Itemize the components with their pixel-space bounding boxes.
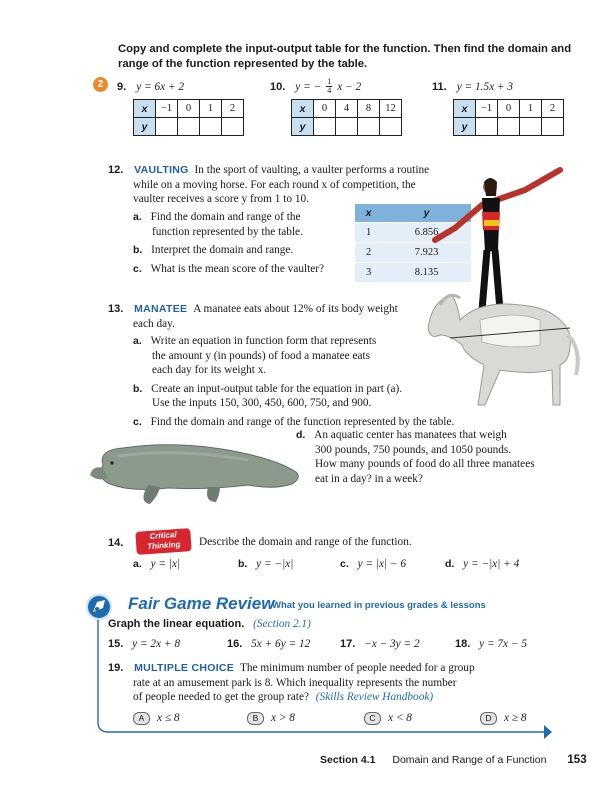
exercise-14-part-b <box>238 557 293 572</box>
exercise-18 <box>455 637 527 652</box>
text-line: each day for its weight x. <box>152 364 267 377</box>
part-letter: c. <box>133 262 142 275</box>
exercise-number: 12. <box>108 164 124 176</box>
page-number: 153 <box>567 754 587 766</box>
x-header: x <box>454 100 476 118</box>
badge-line: Thinking <box>146 539 181 552</box>
input-cell: 1 <box>200 100 222 118</box>
text-line: In the sport of vaulting, a vaulter performs a routine <box>194 164 430 176</box>
x-header: x <box>134 100 156 118</box>
table-cell: 3 <box>355 263 382 283</box>
exercise-number: 10. <box>270 81 286 93</box>
exercise-title: MANATEE <box>134 303 188 315</box>
output-cell[interactable] <box>380 118 402 136</box>
text-line: Find the domain and range of the function represented by the table. <box>150 415 455 428</box>
output-cell[interactable] <box>498 118 520 136</box>
text-line: Interpret the domain and range. <box>151 244 294 257</box>
input-cell: −1 <box>156 100 178 118</box>
equation: y = |x| − 6 <box>357 558 407 570</box>
text-line: the amount y (in pounds) of food a manatee eats <box>152 349 371 362</box>
io-table-10 <box>291 99 402 136</box>
text-line: vaulter receives a score y from 1 to 10. <box>133 193 309 206</box>
y-header: y <box>134 118 156 136</box>
exercise-12-parts <box>133 210 363 276</box>
text-line: rate at an amusement park is 8. Which inequality represents the number <box>133 676 457 689</box>
choice-text: x < 8 <box>388 712 412 724</box>
text-line: Create an input-output table for the equation in part (a). <box>151 382 403 395</box>
exercise-number: 17. <box>340 638 356 650</box>
exercise-14-part-d <box>445 557 519 572</box>
x-header: x <box>292 100 314 118</box>
exercise-number: 18. <box>455 638 471 650</box>
io-table-9 <box>133 99 244 136</box>
output-cell[interactable] <box>178 118 200 136</box>
part-letter: b. <box>238 558 248 570</box>
exercise-17 <box>340 637 420 652</box>
choice-text: x > 8 <box>271 712 295 724</box>
part-letter: b. <box>133 382 143 395</box>
text-line: each day. <box>133 317 175 330</box>
input-cell: 2 <box>542 100 564 118</box>
review-subtitle: What you learned in previous grades & lessons <box>272 600 486 611</box>
text-line: of people needed to get the group rate? <box>133 691 309 704</box>
text-line: function represented by the table. <box>152 225 303 238</box>
input-cell: 12 <box>380 100 402 118</box>
badge-line: Critical <box>149 530 177 541</box>
exercise-number: 11. <box>432 81 447 93</box>
io-table-11 <box>453 99 564 136</box>
part-letter: c. <box>133 415 142 428</box>
prompt-text: Graph the linear equation. <box>108 618 245 630</box>
exercise-title: VAULTING <box>134 164 189 176</box>
y-header: y <box>292 118 314 136</box>
output-cell[interactable] <box>358 118 380 136</box>
choice-b[interactable] <box>247 711 337 725</box>
exercise-14-part-a <box>133 557 180 572</box>
help-badge-icon: 2 <box>93 77 108 92</box>
exercise-9 <box>117 77 184 95</box>
equation: −x − 3y = 2 <box>364 638 420 650</box>
output-cell[interactable] <box>542 118 564 136</box>
exercise-number: 9. <box>117 81 127 93</box>
page-footer <box>320 754 587 766</box>
choice-text: x ≥ 8 <box>504 712 527 724</box>
exercise-14-part-c <box>340 557 406 572</box>
text-line: Find the domain and range of the <box>150 211 301 223</box>
text-line: How many pounds of food do all three manatees <box>315 458 535 471</box>
text-line: A manatee eats about 12% of its body weight <box>193 303 398 315</box>
exercise-15 <box>108 637 180 652</box>
choice-a[interactable] <box>133 711 223 725</box>
output-cell[interactable] <box>520 118 542 136</box>
graph-prompt <box>108 617 311 632</box>
text-line: eat in a day? in a week? <box>315 472 423 485</box>
exercise-number: 15. <box>108 638 124 650</box>
equation-suffix: x − 2 <box>337 81 362 93</box>
footer-title: Domain and Range of a Function <box>392 754 547 766</box>
choice-c[interactable] <box>364 711 454 725</box>
text-line: Use the inputs 150, 300, 450, 600, 750, and 900. <box>152 397 372 410</box>
exercise-13 <box>108 302 508 331</box>
instructions: Copy and complete the input-output table for the function. Then find the domain and range of the function represented by the table. <box>118 43 572 70</box>
equation: y = 6x + 2 <box>136 81 185 93</box>
output-cell[interactable] <box>336 118 358 136</box>
choice-text: x ≤ 8 <box>157 712 180 724</box>
equation: y = −|x| + 4 <box>463 558 520 570</box>
fraction-numerator: 1 <box>327 76 332 86</box>
exercise-16 <box>227 637 310 652</box>
exercise-13-parts <box>133 334 523 430</box>
part-letter: c. <box>340 558 349 570</box>
text-line: What is the mean score of the vaulter? <box>150 262 325 275</box>
choice-d[interactable] <box>480 711 570 725</box>
table-cell: 7.923 <box>382 243 471 263</box>
input-cell: 1 <box>520 100 542 118</box>
exercise-title: MULTIPLE CHOICE <box>134 662 235 674</box>
input-cell: 8 <box>358 100 380 118</box>
y-header: y <box>454 118 476 136</box>
part-letter: b. <box>133 244 143 257</box>
table-cell: 8.135 <box>382 263 471 283</box>
exercise-11 <box>432 77 513 95</box>
equation-prefix: y = − <box>295 81 322 93</box>
equation: 5x + 6y = 12 <box>251 638 311 650</box>
section-reference: (Skills Review Handbook) <box>315 691 434 704</box>
critical-thinking-badge <box>135 528 191 555</box>
choice-letter: D <box>480 712 497 725</box>
text-line: Write an equation in function form that represents <box>150 335 377 347</box>
exercise-19 <box>108 661 528 705</box>
input-cell: 0 <box>498 100 520 118</box>
section-reference: (Section 2.1) <box>253 618 311 630</box>
output-cell[interactable] <box>222 118 244 136</box>
footer-section: Section 4.1 <box>320 754 376 766</box>
x-header: x <box>355 204 382 223</box>
exercise-14-prompt: Describe the domain and range of the function. <box>199 536 412 548</box>
output-cell[interactable] <box>200 118 222 136</box>
part-letter: a. <box>133 211 142 223</box>
exercise-number: 13. <box>108 303 124 315</box>
exercise-number: 19. <box>108 662 124 674</box>
review-title: Fair Game Review <box>128 594 275 613</box>
fraction-denominator: 4 <box>327 85 332 95</box>
part-letter: a. <box>133 558 142 570</box>
text-line: The minimum number of people needed for a group <box>239 662 475 674</box>
manatee-image <box>78 429 306 510</box>
exercise-10 <box>270 77 361 95</box>
equation: y = −|x| <box>256 558 294 570</box>
exercise-number: 16. <box>227 638 243 650</box>
output-cell[interactable] <box>156 118 178 136</box>
part-letter: d. <box>445 558 455 570</box>
output-cell[interactable] <box>476 118 498 136</box>
choice-letter: C <box>364 712 381 725</box>
part-letter: d. <box>296 429 306 441</box>
text-line: while on a moving horse. For each round x of competition, the <box>133 178 416 191</box>
exercise-number: 14. <box>108 537 124 549</box>
text-line: An aquatic center has manatees that weigh <box>314 429 507 441</box>
input-cell: −1 <box>476 100 498 118</box>
exercise-13-part-d <box>296 428 566 486</box>
input-cell: 0 <box>178 100 200 118</box>
input-cell: 0 <box>314 100 336 118</box>
choice-letter: B <box>247 712 264 725</box>
choice-letter: A <box>133 712 150 725</box>
table-cell: 6.856 <box>382 223 471 243</box>
input-cell: 2 <box>222 100 244 118</box>
equation: y = 2x + 8 <box>132 638 180 650</box>
output-cell[interactable] <box>314 118 336 136</box>
text-line: 300 pounds, 750 pounds, and 1050 pounds. <box>315 443 512 456</box>
y-header: y <box>382 204 471 223</box>
equation: y = 7x − 5 <box>479 638 527 650</box>
part-letter: a. <box>133 335 142 347</box>
equation: y = |x| <box>150 558 181 570</box>
equation: y = 1.5x + 3 <box>456 81 514 93</box>
table-cell: 2 <box>355 243 382 263</box>
table-cell: 1 <box>355 223 382 243</box>
input-cell: 4 <box>336 100 358 118</box>
